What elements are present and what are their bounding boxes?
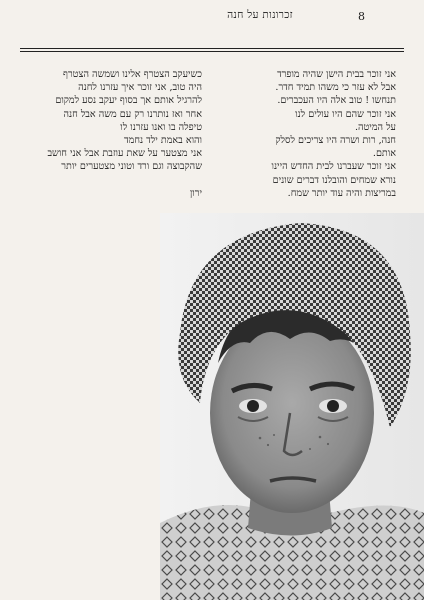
page-number: 8: [358, 10, 365, 23]
text-line: היה טוב, אני זוכר איך עזרנו לחנה: [78, 82, 202, 94]
text-line: אני זוכר שהם היו עולים לנו: [295, 108, 396, 120]
boy-portrait-photo: [160, 213, 424, 600]
text-line: כשיעקב הצטרף אלינו ושמשה הצטרף: [62, 69, 202, 80]
text-line: תנחשו ! טוב אלה היו העכברים.: [277, 95, 396, 107]
text-line: במריצות והיה עוד יותר שמח.: [287, 187, 396, 199]
text-line: להרגיל אותם אך בסוף יעקב נסע למקום: [55, 95, 202, 107]
left-text-column: [30, 68, 202, 200]
text-line: על המיטה.: [354, 121, 396, 133]
text-line: שהקבוצה וגם ורד וטוני מצטערים יותר: [61, 161, 202, 173]
text-line: חנה, רות ושרה היו צריכים לסלק: [275, 134, 396, 146]
header-rule-double: [20, 51, 404, 52]
text-line: אני זוכר שעברנו לבית החדש היינו: [271, 161, 396, 173]
text-line: נורא שמחים והובלנו דברים שונים: [272, 174, 396, 186]
right-text-column: [228, 68, 396, 200]
text-line: אותם.: [372, 148, 396, 160]
page-header: [12, 24, 412, 44]
text-line: אחר ואז נותרנו רק עם משה אבל חנה: [63, 108, 202, 120]
signature: ירון: [189, 187, 202, 199]
page-title: זכרונות על חנה: [227, 9, 293, 21]
paragraph-gap: [30, 174, 202, 187]
text-line: אבל לא עזר כי משהו תמיד חדר.: [275, 82, 396, 94]
text-line: והוא באמת ילד נחמד: [124, 134, 202, 146]
text-line: טיפלה בו ואנו עזרנו לו: [120, 121, 202, 133]
text-line: אני זוכר בבית הישן שהיה מופרד: [277, 69, 396, 80]
text-line: אני מצטער על שאת עוזבת אבל אני חושב: [47, 148, 202, 160]
header-rule: [20, 48, 404, 49]
